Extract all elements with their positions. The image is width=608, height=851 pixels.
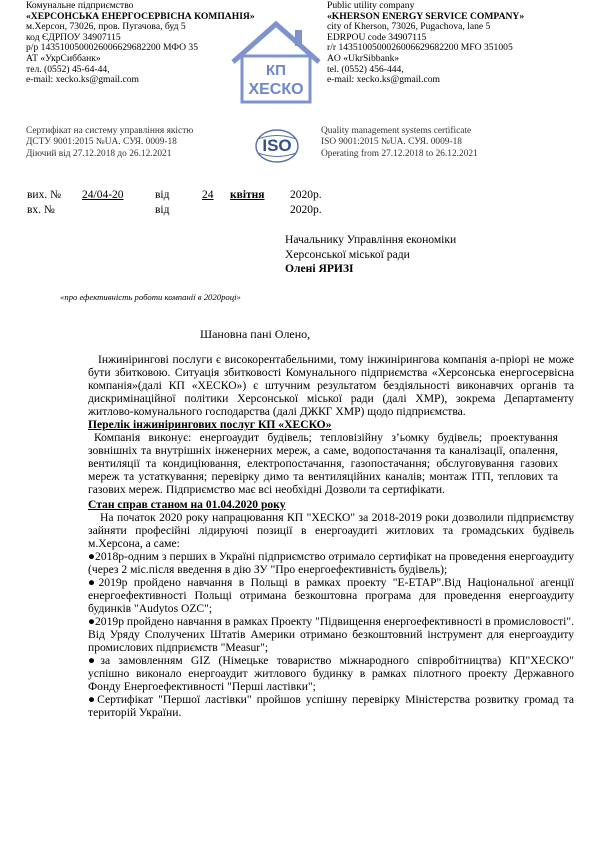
cert-ua-standard: ДСТУ 9001:2015 №UA. СУЯ. 0009-18 — [26, 137, 177, 148]
paragraph-status: На початок 2020 року напрацювання КП "ХЕСКО" за 2018-2019 роки дозволили підприємству зайняти професійні лідируючі позиції в енергоаудиті житлових та громадських будівель м.Херсона, а саме: — [88, 510, 574, 550]
iso-logo — [254, 128, 300, 164]
section-status-heading: Стан справ станом на 01.04.2020 року — [88, 497, 286, 511]
outgoing-month: квітня — [230, 189, 265, 201]
cert-en-validity: Operating from 27.12.2018 to 26.12.2021 — [321, 148, 478, 159]
org-type-en: Public utility company — [327, 0, 415, 11]
edrpou-ua: код ЄДРПОУ 34907115 — [26, 31, 121, 43]
greeting: Шановна пані Олено, — [200, 327, 311, 341]
recipient-position: Начальнику Управління економіки — [285, 233, 457, 246]
cert-en-standard: ISO 9001:2015 №UA. СУЯ. 0009-18 — [321, 137, 462, 148]
certificate-en — [321, 126, 478, 160]
certificate-ua — [26, 126, 193, 160]
logo-name-text: ХЕСКО — [248, 81, 304, 98]
bank-account-en: r/r 14351005000260066296822​00 MFO 351005 — [327, 42, 513, 54]
org-name-en: «KHERSON ENERGY SERVICE COMPANY» — [327, 10, 525, 22]
outgoing-from: від — [155, 189, 170, 201]
company-logo — [228, 20, 324, 106]
section-services-heading: Перелік інжинірингових послуг КП «ХЕСКО» — [88, 418, 332, 432]
email-ua: e-mail: xecko.ks@gmail.com — [26, 74, 140, 86]
incoming-label: вх. № — [27, 204, 55, 216]
outgoing-year: 2020р. — [290, 189, 322, 201]
paragraph-services: Компанія виконує: енергоаудит будівель; тепловізійну з’ьомку будівель; проектування зовнішніх та внутрішніх інженерних мереж, а саме, водопостачання та каналізації, опалення, вентиляції та кондиціювання, електропостачання, газопостачання; обслуговування газових мереж та устаткування; перевірку димо та вентиляційних каналів; монтаж ІТП, теплових та газових мереж. Підприємство має всі необхідні Дозволи та сертифікати. — [88, 431, 558, 497]
address-ua: м.Херсон, 73026, пров. Пугачова, буд 5 — [26, 21, 186, 33]
bank-en: AO «UkrSibbank» — [327, 52, 400, 64]
letter-subject: «про ефективність роботи компанії в 2020році» — [60, 292, 241, 302]
bullet-item: ●2019р пройдено навчання в рамках Проекту "Підвищення енергоефективності в промисловості". Від Уряду Сполучених Штатів Америки отримано безкоштовний інструмент для енергоаудиту промислових підприємств "Measur"; — [88, 614, 574, 655]
header-left — [26, 1, 255, 86]
incoming-year: 2020р. — [290, 204, 322, 216]
bullet-item: ●Сертифікат "Першої ластівки" пройшов успішну перевірку Міністерства розвитку громад та територій України. — [88, 693, 574, 720]
cert-ua-title: Сертифікат на систему управління якістю — [26, 126, 194, 136]
outgoing-number: 24/04-20 — [82, 189, 124, 201]
cert-ua-validity: Діючий від 27.12.2018 до 26.12.2021 — [26, 148, 172, 159]
recipient-name: Олені ЯРИЗІ — [285, 262, 354, 275]
cert-en-title: Quality management systems certificate — [321, 126, 472, 136]
bullet-item: ●2019р пройдено навчання в Польщі в рамках проекту "E-ETAP".Від Національної агенції енергоефективності Польщі отримана безкоштовна програма для проведення енергоаудиту будинків "Audytos OZC"; — [88, 575, 574, 615]
logo-chimney — [295, 30, 302, 46]
header-right — [327, 1, 524, 86]
incoming-from: від — [155, 204, 170, 216]
phone-ua: тел. (0552) 45-64-44, — [26, 63, 110, 75]
org-type-ua: Комунальне підприємство — [26, 0, 134, 11]
recipient-block — [285, 233, 456, 277]
outgoing-label: вих. № — [27, 189, 62, 201]
email-en: e-mail: xecko.ks@gmail.com — [327, 74, 441, 86]
bullet-item: ●за замовленням GIZ (Німецьке товариство міжнародного співробітництва) КП"ХЕСКО" успішно виконало енергоаудит житлового будинку в рамках пілотного проекту Державного Фонду Енергоефективності "Перші ластівки"; — [88, 654, 574, 694]
iso-text: ISO — [262, 136, 292, 155]
phone-en: tel. (0552) 456-444, — [327, 63, 404, 75]
bank-ua: АТ «УкрСиббанк» — [26, 52, 101, 64]
recipient-organization: Херсонської міської ради — [285, 247, 410, 261]
edrpou-en: EDRPOU code 34907115 — [327, 31, 427, 43]
logo-kp-text: КП — [266, 62, 286, 79]
outgoing-day: 24 — [202, 189, 214, 201]
address-en: city of Kherson, 73026, Pugachova, lane 5 — [327, 21, 491, 33]
letter-body — [88, 353, 574, 719]
bank-account-ua: р/р 143510050002600662968220​0 МФО 35 — [26, 42, 198, 54]
org-name-ua: «ХЕРСОНСЬКА ЕНЕРГОСЕРВІСНА КОМПАНІЯ» — [26, 10, 255, 22]
bullet-item: ●2018р-одним з перших в Україні підприємство отримало сертифікат на проведення енергоаудиту (через 2 міс.після введення в дію ЗУ "Про енергоефективність будівель); — [88, 549, 574, 576]
paragraph-intro: Інжинірингові послуги є високорентабельними, тому інжинірингова компанія а-пріорі не може бути збитковою. Ситуація збитковості Комунального підприємства «Херсонська енергосервісна компанія»(далі КП «ХЕСКО») є штучним результатом бездіяльності виконавчих органів та дискримінаційної політики Херсонської міської ради (далі ХМР), зокрема Департаменту житлово-комунального господарства (далі ДЖКГ ХМР) щодо підприємства. — [88, 353, 574, 419]
